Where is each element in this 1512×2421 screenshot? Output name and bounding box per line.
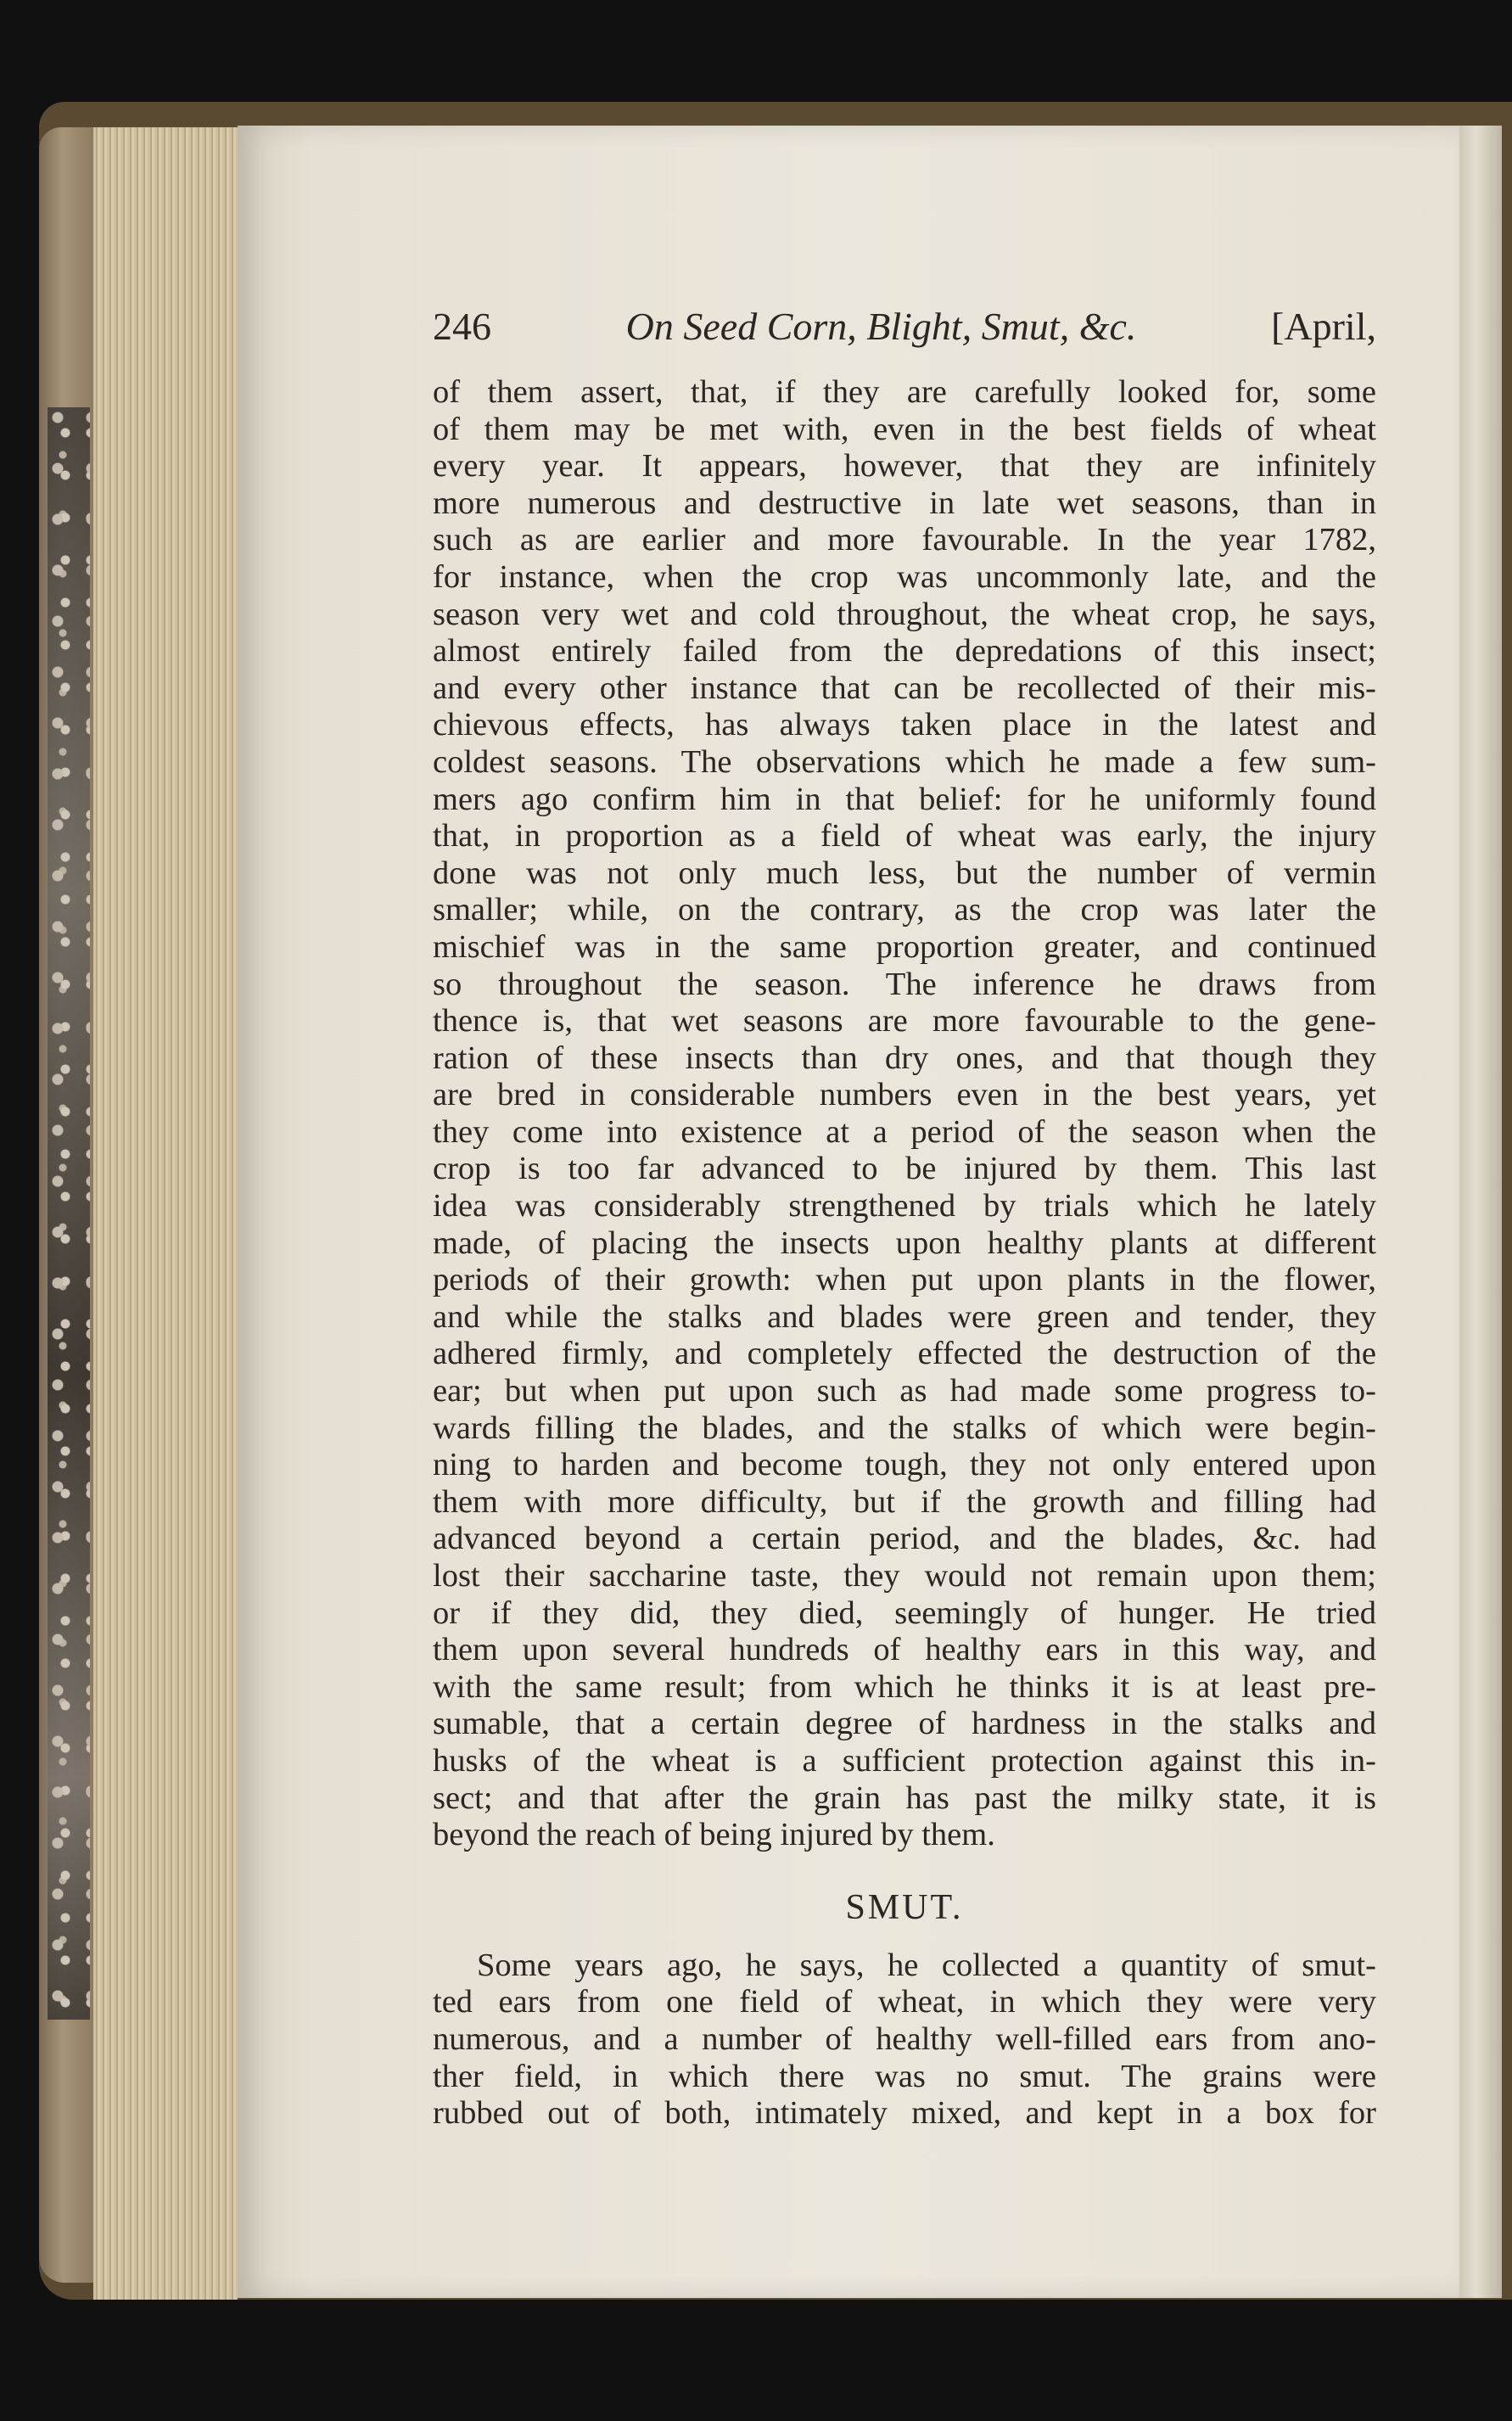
text-line: rubbed out of both, intimately mixed, and kept in a box for [433, 2095, 1376, 2132]
running-month: [April, [1271, 305, 1376, 348]
text-line: periods of their growth: when put upon plants in the flower, [433, 1262, 1376, 1298]
text-line: and while the stalks and blades were green and tender, they [433, 1298, 1376, 1335]
text-line: more numerous and destructive in late wet seasons, than in [433, 485, 1376, 521]
text-line: Some years ago, he says, he collected a quantity of smut- [477, 1947, 1376, 1983]
text-line: chievous effects, has always taken place in the latest and [433, 707, 1376, 743]
text-line: so throughout the season. The inference he draws from [433, 966, 1376, 1002]
text-line: ther field, in which there was no smut. The grains were [433, 2058, 1376, 2094]
paragraph-1 [433, 374, 1376, 1854]
text-line: made, of placing the insects upon healthy plants at different [433, 1225, 1376, 1261]
text-line: crop is too far advanced to be injured by them. This last [433, 1151, 1376, 1187]
page-text-block [433, 301, 1376, 2132]
marbled-endpaper [48, 407, 90, 2020]
text-line: adhered firmly, and completely effected the destruction of the [433, 1336, 1376, 1372]
text-line: husks of the wheat is a sufficient protection against this in- [433, 1742, 1376, 1779]
text-line: wards filling the blades, and the stalks of which were begin- [433, 1409, 1376, 1446]
text-line: sumable, that a certain degree of hardness in the stalks and [433, 1706, 1376, 1742]
text-line: advanced beyond a certain period, and the blades, &c. had [433, 1521, 1376, 1557]
paragraph-2 [433, 1947, 1376, 2132]
text-line: coldest seasons. The observations which he made a few sum- [433, 743, 1376, 780]
text-line: that, in proportion as a field of wheat was early, the injury [433, 818, 1376, 855]
text-line: mers ago confirm him in that belief: for he uniformly found [433, 781, 1376, 817]
text-line: they come into existence at a period of the season when the [433, 1113, 1376, 1150]
text-line: numerous, and a number of healthy well-filled ears from ano- [433, 2020, 1376, 2057]
running-head [433, 301, 1376, 362]
text-line: of them may be met with, even in the best fields of wheat [433, 411, 1376, 447]
text-line: for instance, when the crop was uncommonly late, and the [433, 558, 1376, 595]
text-line: with the same result; from which he thinks it is at least pre- [433, 1668, 1376, 1705]
page-number: 246 [433, 305, 491, 348]
text-line: almost entirely failed from the depredations of this insect; [433, 633, 1376, 670]
text-line: thence is, that wet seasons are more favourable to the gene- [433, 1003, 1376, 1040]
text-line: smaller; while, on the contrary, as the crop was later the [433, 892, 1376, 928]
text-line: idea was considerably strengthened by trials which he lately [433, 1188, 1376, 1225]
text-line: and every other instance that can be recollected of their mis- [433, 670, 1376, 706]
text-line: ted ears from one field of wheat, in which they were very [433, 1984, 1376, 2020]
text-line: season very wet and cold throughout, the wheat crop, he says, [433, 596, 1376, 632]
text-line: or if they did, they died, seemingly of hunger. He tried [433, 1594, 1376, 1631]
text-line: such as are earlier and more favourable. In the year 1782, [433, 522, 1376, 558]
text-line: them with more difficulty, but if the growth and filling had [433, 1483, 1376, 1520]
text-line: ear; but when put upon such as had made some progress to- [433, 1373, 1376, 1409]
text-line: mischief was in the same proportion greater, and continued [433, 928, 1376, 965]
text-line: lost their saccharine taste, they would not remain upon them; [433, 1558, 1376, 1594]
running-title: On Seed Corn, Blight, Smut, &c. [625, 305, 1137, 348]
text-line: beyond the reach of being injured by them. [433, 1817, 995, 1853]
text-line: every year. It appears, however, that they are infinitely [433, 448, 1376, 485]
text-line: of them assert, that, if they are carefully looked for, some [433, 374, 1376, 410]
facing-page-edge [1459, 126, 1502, 2298]
text-line: ning to harden and become tough, they not only entered upon [433, 1447, 1376, 1483]
text-line: done was not only much less, but the number of vermin [433, 855, 1376, 891]
page-edges [93, 127, 238, 2300]
text-line: them upon several hundreds of healthy ears in this way, and [433, 1632, 1376, 1668]
text-line: ration of these insects than dry ones, and that though they [433, 1040, 1376, 1076]
text-line: are bred in considerable numbers even in the best years, yet [433, 1077, 1376, 1113]
text-line: sect; and that after the grain has past the milky state, it is [433, 1779, 1376, 1816]
section-heading-smut: SMUT. [845, 1887, 964, 1927]
